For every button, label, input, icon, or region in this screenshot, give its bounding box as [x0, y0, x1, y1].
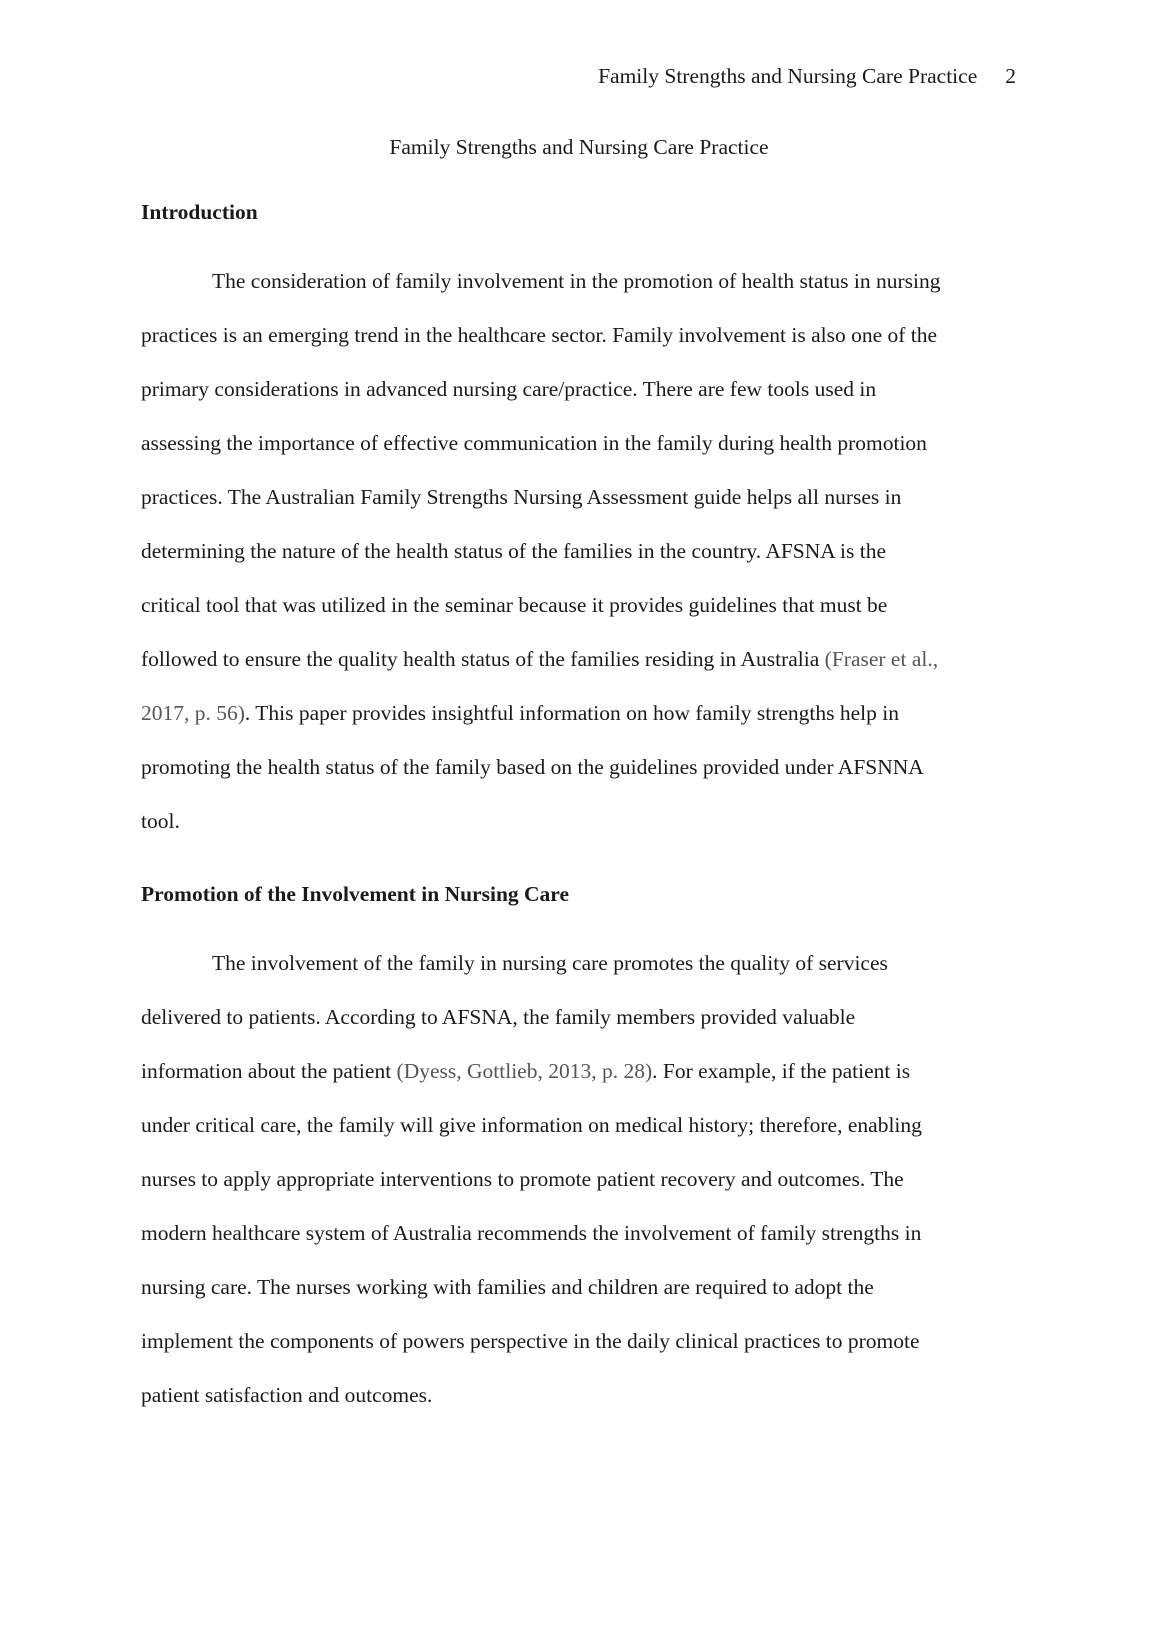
text-line: modern healthcare system of Australia recommends the involvement of family strengths in — [141, 1221, 922, 1245]
introduction-paragraph — [141, 254, 1021, 848]
text-line: The involvement of the family in nursing care promotes the quality of services — [212, 951, 888, 975]
text-line: nursing care. The nurses working with families and children are required to adopt the — [141, 1275, 874, 1299]
text-line: under critical care, the family will give information on medical history; therefore, enabling — [141, 1113, 922, 1137]
section-heading-introduction: Introduction — [141, 200, 258, 224]
section-heading-promotion: Promotion of the Involvement in Nursing Care — [141, 882, 569, 906]
running-title: Family Strengths and Nursing Care Practice — [598, 64, 978, 88]
text-segment: information about the patient — [141, 1059, 397, 1083]
text-line: implement the components of powers perspective in the daily clinical practices to promote — [141, 1329, 920, 1353]
text-line — [141, 686, 1021, 740]
citation-fraser: (Fraser et al., — [824, 647, 939, 671]
running-header — [598, 64, 1016, 89]
text-line — [141, 632, 1021, 686]
promotion-paragraph — [141, 936, 1021, 1422]
page-number: 2 — [1005, 64, 1016, 88]
citation-dyess: (Dyess, Gottlieb, 2013, p. 28) — [396, 1059, 653, 1083]
document-title: Family Strengths and Nursing Care Practice — [389, 135, 769, 159]
text-line: patient satisfaction and outcomes. — [141, 1383, 433, 1407]
text-segment: . This paper provides insightful information on how family strengths help in — [244, 701, 899, 725]
text-line: The consideration of family involvement in the promotion of health status in nursing — [212, 269, 941, 293]
text-segment: followed to ensure the quality health status of the families residing in Australia — [141, 647, 825, 671]
text-line: practices. The Australian Family Strengths Nursing Assessment guide helps all nurses in — [141, 485, 902, 509]
text-line: tool. — [141, 809, 180, 833]
text-line — [141, 1044, 1021, 1098]
text-segment: . For example, if the patient is — [652, 1059, 911, 1083]
text-line: determining the nature of the health status of the families in the country. AFSNA is the — [141, 539, 886, 563]
text-line: nurses to apply appropriate interventions to promote patient recovery and outcomes. The — [141, 1167, 904, 1191]
citation-fraser-cont: 2017, p. 56) — [141, 701, 245, 725]
text-line: assessing the importance of effective communication in the family during health promotion — [141, 431, 927, 455]
text-line: delivered to patients. According to AFSNA, the family members provided valuable — [141, 1005, 856, 1029]
text-line: practices is an emerging trend in the healthcare sector. Family involvement is also one of the — [141, 323, 938, 347]
text-line: primary considerations in advanced nursing care/practice. There are few tools used in — [141, 377, 877, 401]
text-line: critical tool that was utilized in the seminar because it provides guidelines that must be — [141, 593, 888, 617]
text-line: promoting the health status of the family based on the guidelines provided under AFSNNA — [141, 755, 924, 779]
